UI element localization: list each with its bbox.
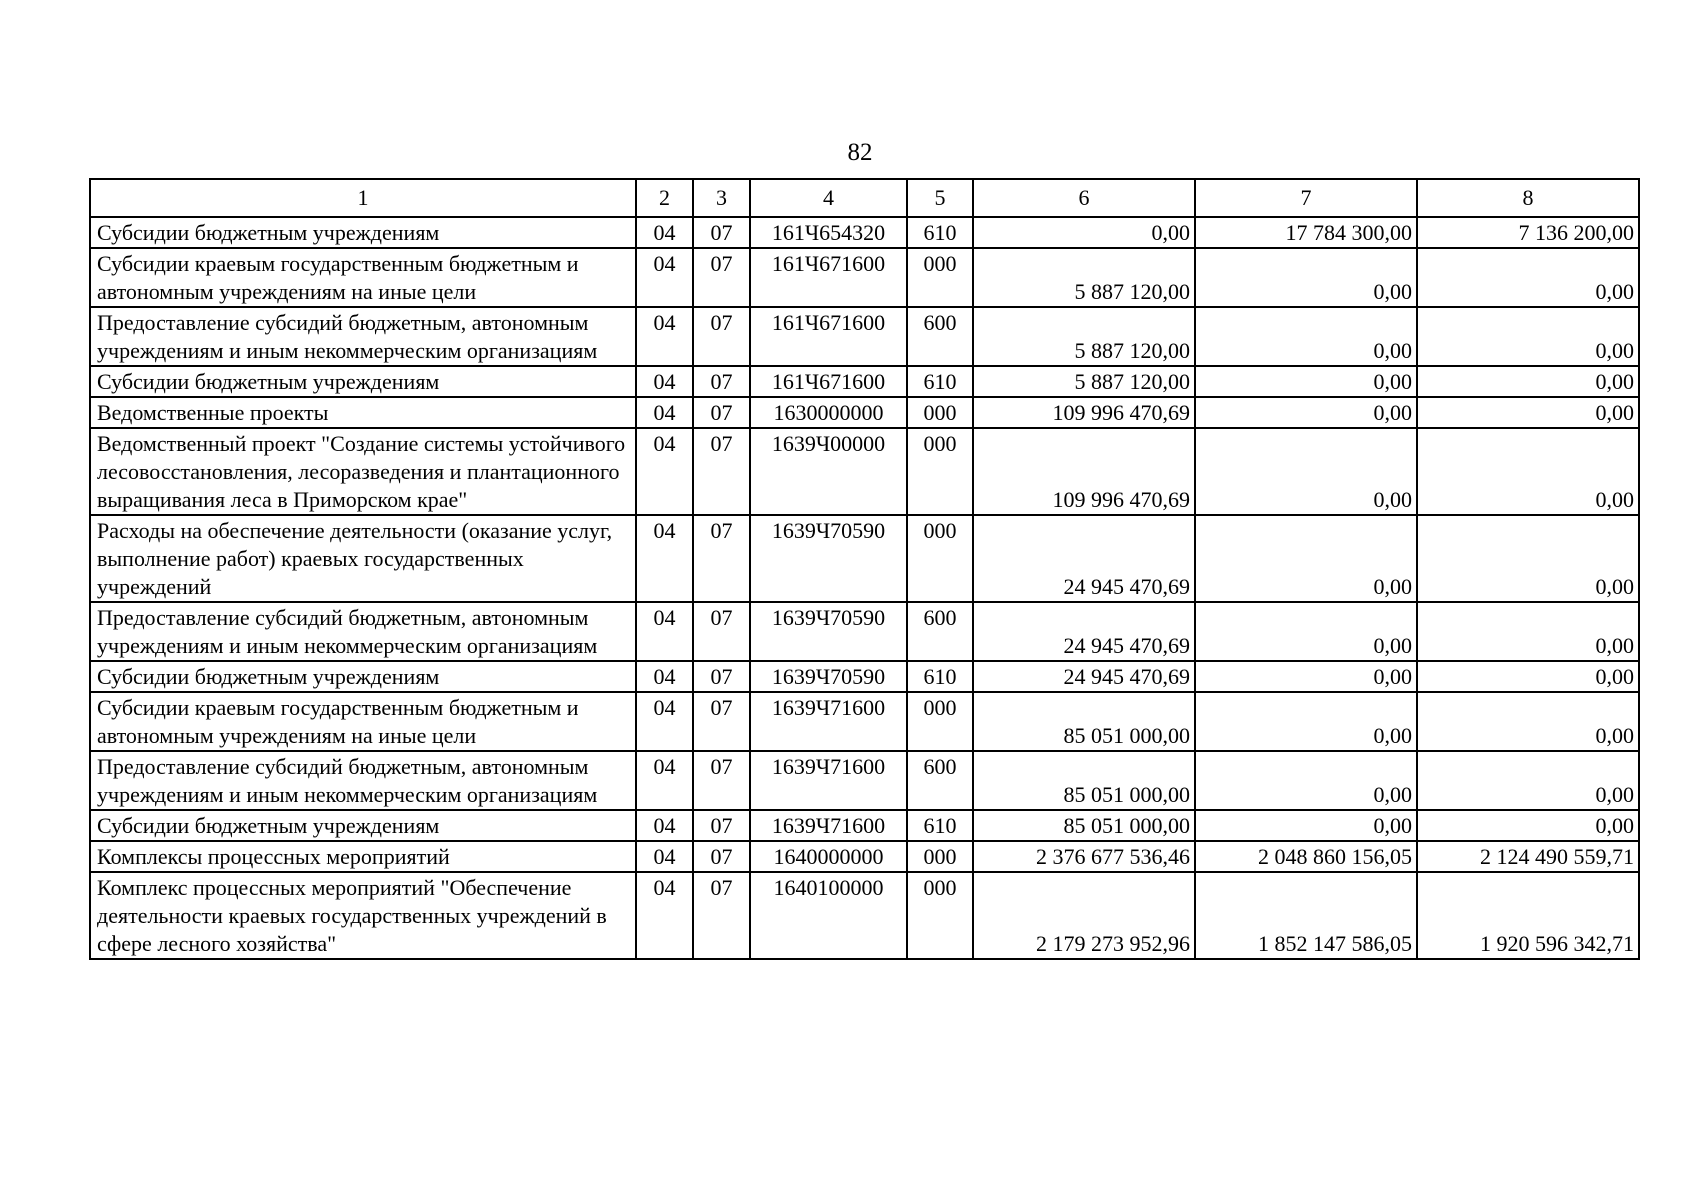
table-row	[90, 841, 1639, 872]
section-code: 04	[636, 397, 693, 428]
expense-type-code: 000	[907, 428, 973, 515]
amount-col-8: 0,00	[1417, 248, 1639, 307]
amount-col-6: 5 887 120,00	[973, 366, 1195, 397]
amount-col-7: 0,00	[1195, 397, 1417, 428]
amount-col-6: 24 945 470,69	[973, 515, 1195, 602]
amount-col-7: 0,00	[1195, 307, 1417, 366]
amount-col-6: 85 051 000,00	[973, 810, 1195, 841]
expense-type-code: 610	[907, 810, 973, 841]
subsection-code: 07	[693, 428, 750, 515]
page-number: 82	[847, 139, 873, 166]
target-article-code: 1639Ч70590	[750, 661, 907, 692]
amount-col-6: 24 945 470,69	[973, 661, 1195, 692]
item-name: Ведомственный проект "Создание системы устойчивого лесовосстановления, лесоразведения и плантационного выращивания леса в Приморском крае"	[90, 428, 636, 515]
amount-col-6: 24 945 470,69	[973, 602, 1195, 661]
subsection-code: 07	[693, 602, 750, 661]
amount-col-6: 2 376 677 536,46	[973, 841, 1195, 872]
amount-col-7: 1 852 147 586,05	[1195, 872, 1417, 959]
section-code: 04	[636, 872, 693, 959]
expense-type-code: 610	[907, 217, 973, 248]
subsection-code: 07	[693, 217, 750, 248]
table-row	[90, 602, 1639, 661]
table-row	[90, 810, 1639, 841]
budget-table	[89, 178, 1640, 960]
table-row	[90, 366, 1639, 397]
expense-type-code: 600	[907, 602, 973, 661]
item-name: Расходы на обеспечение деятельности (оказание услуг, выполнение работ) краевых государственных учреждений	[90, 515, 636, 602]
subsection-code: 07	[693, 515, 750, 602]
subsection-code: 07	[693, 248, 750, 307]
amount-col-6: 85 051 000,00	[973, 751, 1195, 810]
item-name: Субсидии бюджетным учреждениям	[90, 810, 636, 841]
amount-col-8: 0,00	[1417, 397, 1639, 428]
subsection-code: 07	[693, 810, 750, 841]
item-name: Предоставление субсидий бюджетным, автономным учреждениям и иным некоммерческим организациям	[90, 307, 636, 366]
subsection-code: 07	[693, 366, 750, 397]
table-row	[90, 248, 1639, 307]
expense-type-code: 600	[907, 751, 973, 810]
target-article-code: 161Ч671600	[750, 248, 907, 307]
header-row	[90, 179, 1639, 217]
amount-col-6: 85 051 000,00	[973, 692, 1195, 751]
item-name: Субсидии бюджетным учреждениям	[90, 661, 636, 692]
amount-col-7: 2 048 860 156,05	[1195, 841, 1417, 872]
expense-type-code: 610	[907, 366, 973, 397]
target-article-code: 1639Ч71600	[750, 751, 907, 810]
amount-col-8: 1 920 596 342,71	[1417, 872, 1639, 959]
item-name: Комплексы процессных мероприятий	[90, 841, 636, 872]
subsection-code: 07	[693, 307, 750, 366]
subsection-code: 07	[693, 751, 750, 810]
table-row	[90, 397, 1639, 428]
section-code: 04	[636, 692, 693, 751]
expense-type-code: 600	[907, 307, 973, 366]
amount-col-7: 0,00	[1195, 515, 1417, 602]
amount-col-8: 0,00	[1417, 307, 1639, 366]
expense-type-code: 000	[907, 692, 973, 751]
target-article-code: 1640000000	[750, 841, 907, 872]
header-cell: 6	[973, 179, 1195, 217]
expense-type-code: 000	[907, 841, 973, 872]
header-cell: 5	[907, 179, 973, 217]
amount-col-8: 0,00	[1417, 366, 1639, 397]
amount-col-8: 0,00	[1417, 428, 1639, 515]
amount-col-8: 0,00	[1417, 602, 1639, 661]
amount-col-8: 0,00	[1417, 810, 1639, 841]
section-code: 04	[636, 602, 693, 661]
amount-col-8: 0,00	[1417, 692, 1639, 751]
item-name: Субсидии бюджетным учреждениям	[90, 217, 636, 248]
section-code: 04	[636, 248, 693, 307]
section-code: 04	[636, 841, 693, 872]
target-article-code: 1630000000	[750, 397, 907, 428]
expense-type-code: 000	[907, 248, 973, 307]
amount-col-8: 2 124 490 559,71	[1417, 841, 1639, 872]
amount-col-8: 7 136 200,00	[1417, 217, 1639, 248]
target-article-code: 1639Ч70590	[750, 602, 907, 661]
subsection-code: 07	[693, 692, 750, 751]
section-code: 04	[636, 515, 693, 602]
amount-col-7: 17 784 300,00	[1195, 217, 1417, 248]
target-article-code: 1639Ч70590	[750, 515, 907, 602]
header-cell: 2	[636, 179, 693, 217]
target-article-code: 161Ч671600	[750, 307, 907, 366]
table-row	[90, 661, 1639, 692]
table-row	[90, 428, 1639, 515]
item-name: Ведомственные проекты	[90, 397, 636, 428]
header-cell: 4	[750, 179, 907, 217]
subsection-code: 07	[693, 841, 750, 872]
amount-col-7: 0,00	[1195, 692, 1417, 751]
expense-type-code: 000	[907, 872, 973, 959]
amount-col-7: 0,00	[1195, 248, 1417, 307]
target-article-code: 1640100000	[750, 872, 907, 959]
header-cell: 3	[693, 179, 750, 217]
section-code: 04	[636, 428, 693, 515]
expense-type-code: 000	[907, 515, 973, 602]
header-cell: 7	[1195, 179, 1417, 217]
header-cell: 1	[90, 179, 636, 217]
subsection-code: 07	[693, 661, 750, 692]
table-row	[90, 515, 1639, 602]
amount-col-8: 0,00	[1417, 661, 1639, 692]
table-row	[90, 872, 1639, 959]
amount-col-7: 0,00	[1195, 428, 1417, 515]
table-row	[90, 692, 1639, 751]
table-row	[90, 307, 1639, 366]
amount-col-7: 0,00	[1195, 661, 1417, 692]
header-cell: 8	[1417, 179, 1639, 217]
section-code: 04	[636, 217, 693, 248]
expense-type-code: 610	[907, 661, 973, 692]
amount-col-7: 0,00	[1195, 810, 1417, 841]
target-article-code: 1639Ч71600	[750, 692, 907, 751]
amount-col-6: 109 996 470,69	[973, 397, 1195, 428]
amount-col-6: 5 887 120,00	[973, 307, 1195, 366]
item-name: Предоставление субсидий бюджетным, автономным учреждениям и иным некоммерческим организациям	[90, 602, 636, 661]
item-name: Предоставление субсидий бюджетным, автономным учреждениям и иным некоммерческим организациям	[90, 751, 636, 810]
amount-col-7: 0,00	[1195, 751, 1417, 810]
section-code: 04	[636, 366, 693, 397]
amount-col-7: 0,00	[1195, 366, 1417, 397]
item-name: Комплекс процессных мероприятий "Обеспечение деятельности краевых государственных учреждений в сфере лесного хозяйства"	[90, 872, 636, 959]
subsection-code: 07	[693, 397, 750, 428]
item-name: Субсидии бюджетным учреждениям	[90, 366, 636, 397]
amount-col-8: 0,00	[1417, 515, 1639, 602]
amount-col-8: 0,00	[1417, 751, 1639, 810]
item-name: Субсидии краевым государственным бюджетным и автономным учреждениям на иные цели	[90, 248, 636, 307]
expense-type-code: 000	[907, 397, 973, 428]
section-code: 04	[636, 307, 693, 366]
target-article-code: 161Ч654320	[750, 217, 907, 248]
subsection-code: 07	[693, 872, 750, 959]
table-row	[90, 217, 1639, 248]
section-code: 04	[636, 810, 693, 841]
item-name: Субсидии краевым государственным бюджетным и автономным учреждениям на иные цели	[90, 692, 636, 751]
amount-col-6: 5 887 120,00	[973, 248, 1195, 307]
target-article-code: 1639Ч00000	[750, 428, 907, 515]
section-code: 04	[636, 661, 693, 692]
amount-col-6: 109 996 470,69	[973, 428, 1195, 515]
section-code: 04	[636, 751, 693, 810]
amount-col-7: 0,00	[1195, 602, 1417, 661]
table-row	[90, 751, 1639, 810]
target-article-code: 1639Ч71600	[750, 810, 907, 841]
amount-col-6: 0,00	[973, 217, 1195, 248]
target-article-code: 161Ч671600	[750, 366, 907, 397]
amount-col-6: 2 179 273 952,96	[973, 872, 1195, 959]
